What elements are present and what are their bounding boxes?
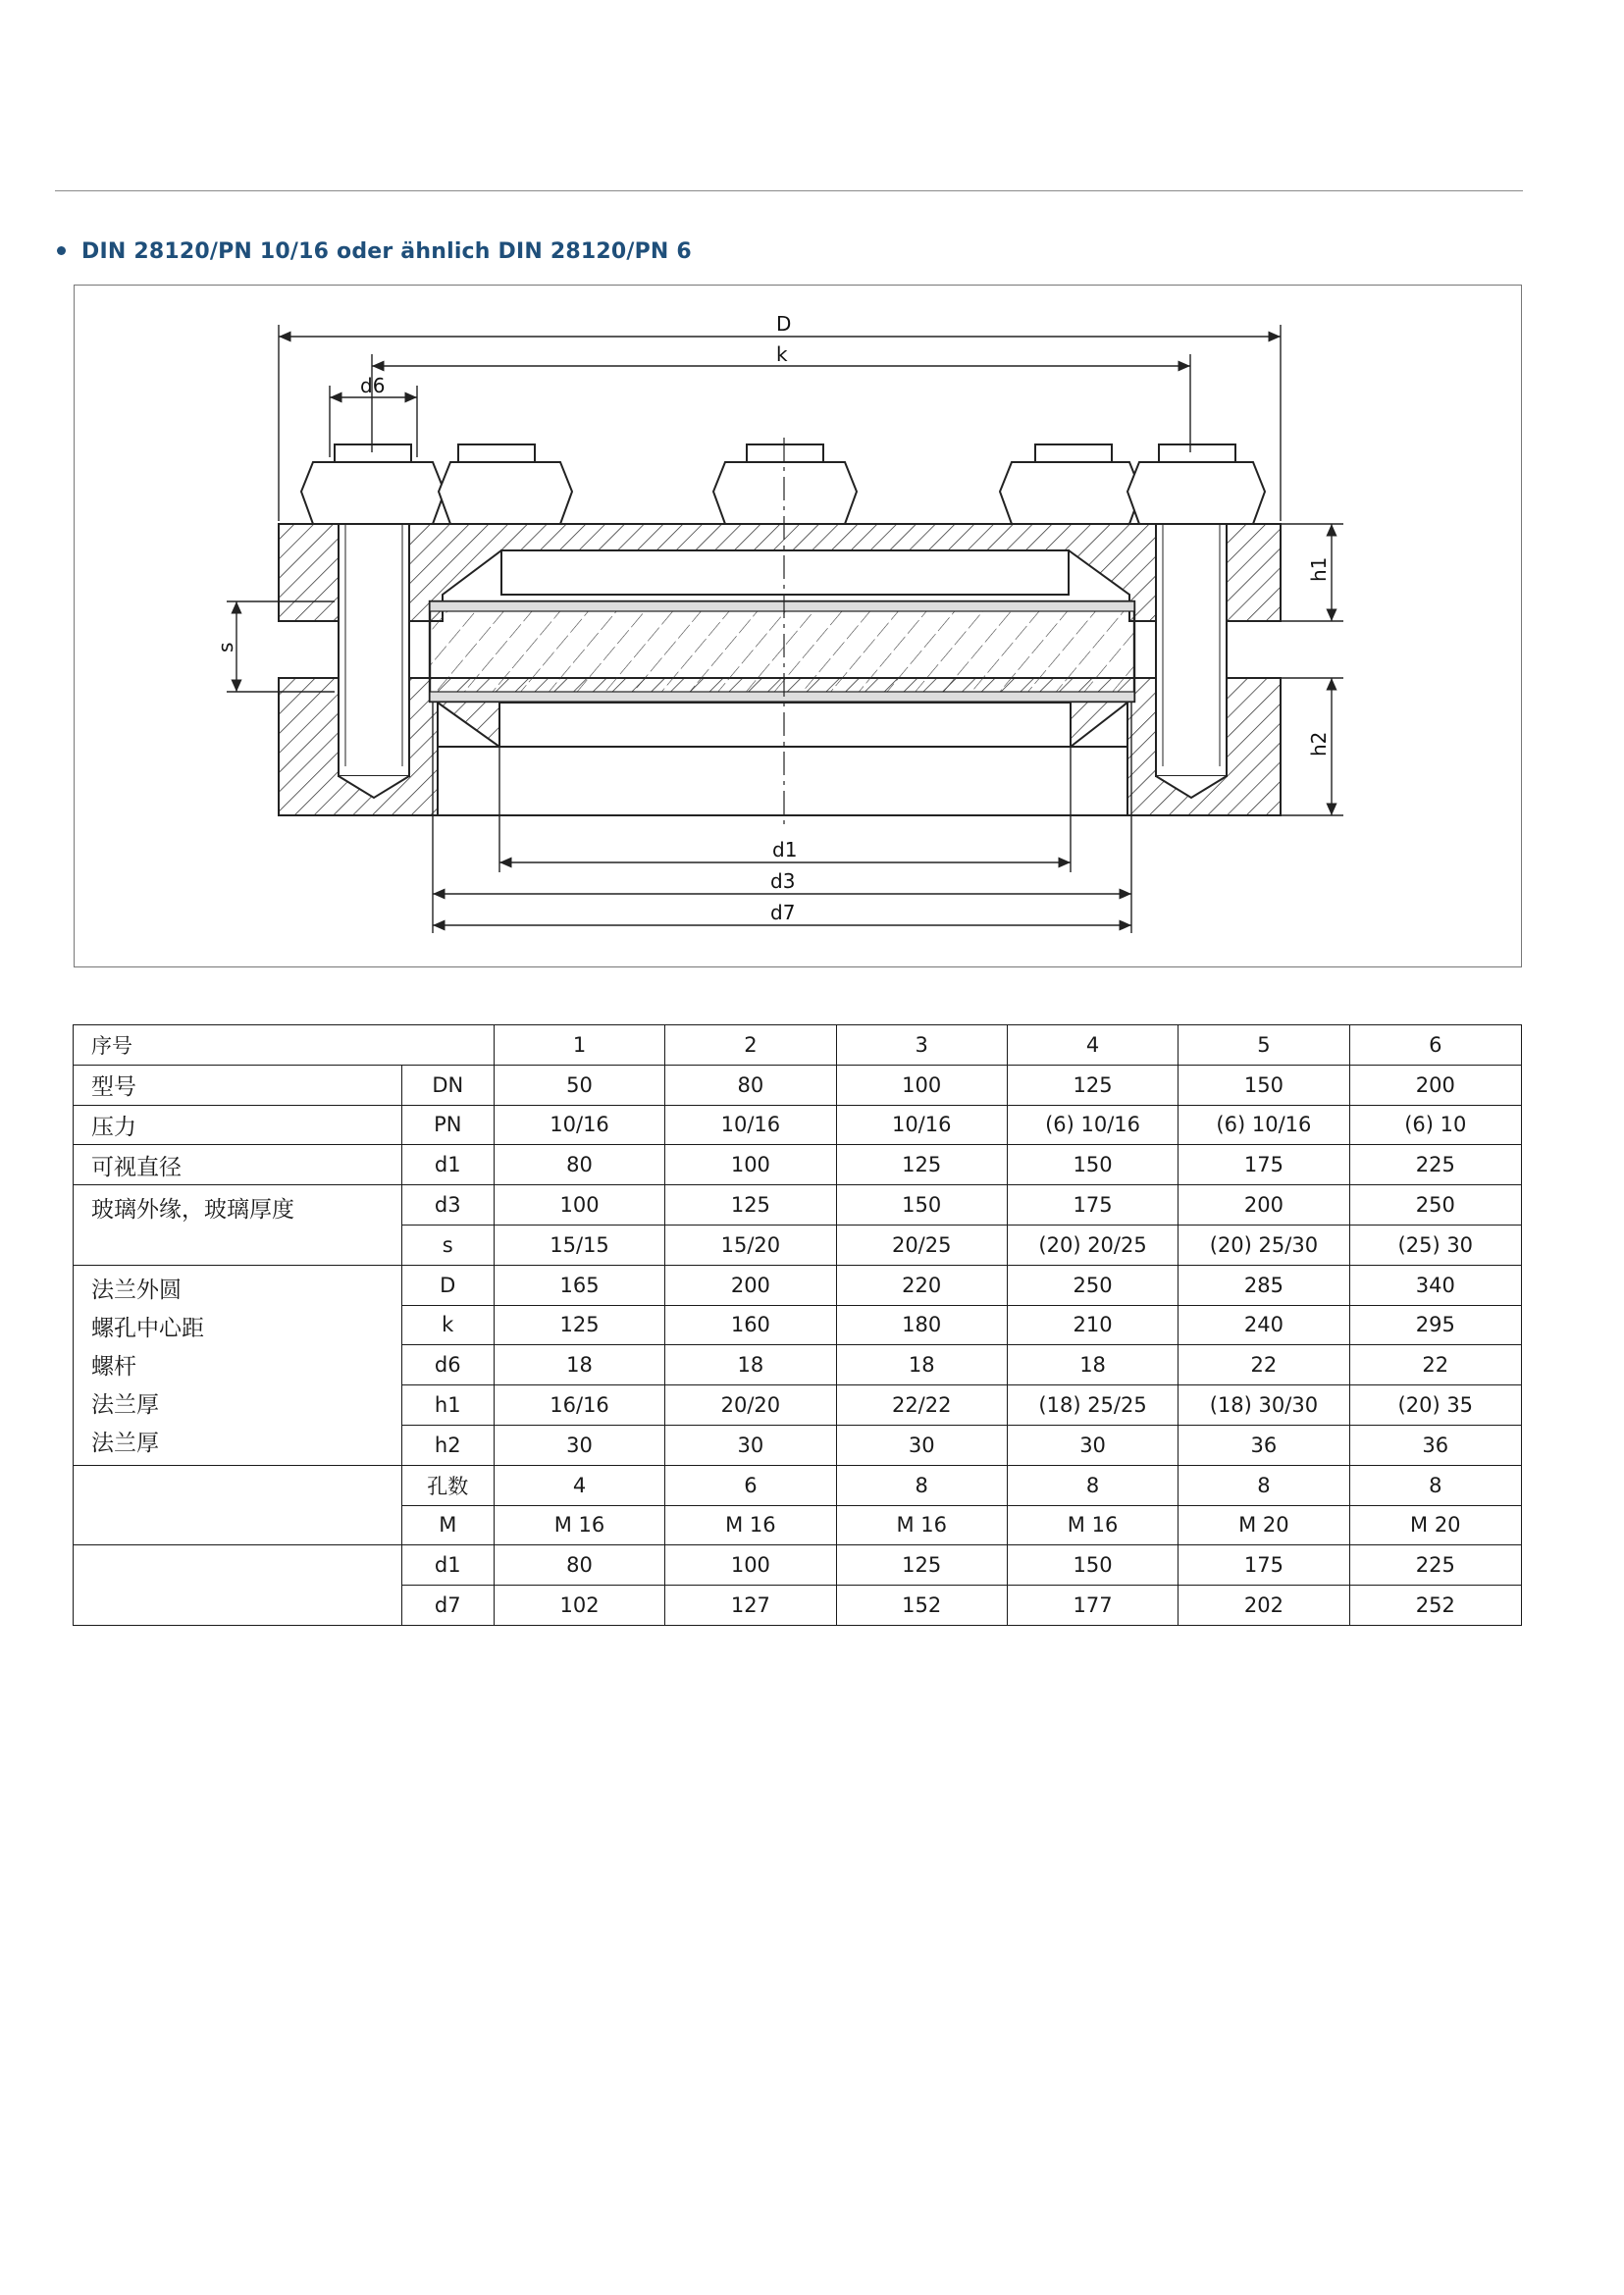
table-cell: M 16 — [494, 1505, 664, 1545]
table-cell: 340 — [1349, 1265, 1521, 1305]
nuts — [301, 444, 1265, 524]
table-cell: 250 — [1007, 1265, 1178, 1305]
table-row-name-line: 法兰厚 — [91, 1430, 159, 1456]
table-cell: 20/20 — [665, 1385, 836, 1426]
table-row — [74, 1545, 1522, 1586]
table-cell: 18 — [665, 1345, 836, 1385]
bullet-icon — [57, 246, 66, 255]
table-cell: 100 — [665, 1545, 836, 1586]
table-row — [74, 1465, 1522, 1505]
table-cell: 175 — [1007, 1185, 1178, 1226]
table-cell: (20) 25/30 — [1179, 1225, 1349, 1265]
table-cell: (6) 10/16 — [1007, 1105, 1178, 1145]
table-cell: 36 — [1349, 1425, 1521, 1465]
table-cell: 10/16 — [494, 1105, 664, 1145]
table-row-symbol: 孔数 — [401, 1465, 494, 1505]
table-cell: 240 — [1179, 1305, 1349, 1345]
table-cell: 252 — [1349, 1586, 1521, 1626]
table-cell: 150 — [1179, 1065, 1349, 1105]
table-cell: 8 — [1179, 1465, 1349, 1505]
table-cell: (18) 30/30 — [1179, 1385, 1349, 1426]
table-cell: 125 — [665, 1185, 836, 1226]
table-column-header: 5 — [1179, 1025, 1349, 1066]
table-cell: 127 — [665, 1586, 836, 1626]
table-cell: 36 — [1179, 1425, 1349, 1465]
table-cell: 20/25 — [836, 1225, 1007, 1265]
table-cell: 10/16 — [665, 1105, 836, 1145]
table-header-label: 序号 — [74, 1025, 495, 1066]
dim-label-h1: h1 — [1307, 556, 1331, 582]
table-cell: 220 — [836, 1265, 1007, 1305]
table-cell: 10/16 — [836, 1105, 1007, 1145]
table-cell: 200 — [1179, 1185, 1349, 1226]
dim-label-d1: d1 — [772, 838, 798, 861]
table-cell: 30 — [836, 1425, 1007, 1465]
dim-label-d3: d3 — [770, 869, 796, 893]
dim-label-d6: d6 — [360, 374, 386, 397]
table-cell: 180 — [836, 1305, 1007, 1345]
table-column-header: 6 — [1349, 1025, 1521, 1066]
table-cell: 175 — [1179, 1545, 1349, 1586]
table-cell: 150 — [836, 1185, 1007, 1226]
table-cell: 200 — [1349, 1065, 1521, 1105]
table-cell: 80 — [494, 1145, 664, 1185]
table-row-symbol: D — [401, 1265, 494, 1305]
table-row — [74, 1105, 1522, 1145]
table-row-symbol: PN — [401, 1105, 494, 1145]
table-row-name-line: 螺孔中心距 — [91, 1315, 204, 1341]
table-cell: 80 — [494, 1545, 664, 1586]
table-cell: (18) 25/25 — [1007, 1385, 1178, 1426]
table-cell: (25) 30 — [1349, 1225, 1521, 1265]
table-cell: (20) 35 — [1349, 1385, 1521, 1426]
table-cell: 22 — [1179, 1345, 1349, 1385]
table-cell: 285 — [1179, 1265, 1349, 1305]
table-cell: 6 — [665, 1465, 836, 1505]
table-row-name-line: 法兰厚 — [91, 1391, 159, 1418]
table-cell: 175 — [1179, 1145, 1349, 1185]
table-row-symbol: DN — [401, 1065, 494, 1105]
table-row-symbol: d1 — [401, 1145, 494, 1185]
table-cell: 102 — [494, 1586, 664, 1626]
table-cell: 160 — [665, 1305, 836, 1345]
dim-label-s: s — [214, 642, 237, 652]
table-column-header: 2 — [665, 1025, 836, 1066]
specification-table — [73, 1024, 1522, 1626]
table-row-name — [74, 1265, 402, 1465]
table-row-symbol: d3 — [401, 1185, 494, 1226]
table-row-name — [74, 1545, 402, 1626]
table-column-header: 4 — [1007, 1025, 1178, 1066]
glass-disc — [430, 601, 1134, 702]
section-heading — [57, 239, 692, 264]
table-row-symbol: h2 — [401, 1425, 494, 1465]
table-cell: 150 — [1007, 1545, 1178, 1586]
table-row — [74, 1265, 1522, 1305]
table-row-symbol: d1 — [401, 1545, 494, 1586]
table-cell: 177 — [1007, 1586, 1178, 1626]
table-row-name: 可视直径 — [74, 1145, 402, 1185]
table-cell: 50 — [494, 1065, 664, 1105]
table-cell: 22 — [1349, 1345, 1521, 1385]
table-cell: 30 — [665, 1425, 836, 1465]
table-cell: M 20 — [1349, 1505, 1521, 1545]
table-row-symbol: d7 — [401, 1586, 494, 1626]
table-cell: (6) 10/16 — [1179, 1105, 1349, 1145]
table-row — [74, 1145, 1522, 1185]
table-cell: M 20 — [1179, 1505, 1349, 1545]
table-cell: 80 — [665, 1065, 836, 1105]
table-cell: M 16 — [1007, 1505, 1178, 1545]
drawing-frame — [74, 285, 1522, 967]
table-header-row — [74, 1025, 1522, 1066]
top-rule — [55, 190, 1523, 191]
table-row-name-line: 螺杆 — [91, 1353, 136, 1380]
table-cell: 100 — [665, 1145, 836, 1185]
table-cell: 202 — [1179, 1586, 1349, 1626]
section-heading-text: DIN 28120/PN 10/16 oder ähnlich DIN 28120/PN 6 — [81, 239, 692, 264]
sight-glass-drawing — [75, 286, 1523, 968]
table-cell: 8 — [1349, 1465, 1521, 1505]
table-column-header: 1 — [494, 1025, 664, 1066]
dim-label-d7: d7 — [770, 901, 796, 924]
table-cell: 8 — [1007, 1465, 1178, 1505]
table-cell: 150 — [1007, 1145, 1178, 1185]
dim-label-k: k — [776, 342, 788, 366]
table-cell: 200 — [665, 1265, 836, 1305]
table-cell: 15/20 — [665, 1225, 836, 1265]
table-cell: 295 — [1349, 1305, 1521, 1345]
table-cell: M 16 — [665, 1505, 836, 1545]
table-cell: 225 — [1349, 1545, 1521, 1586]
table-cell: 225 — [1349, 1145, 1521, 1185]
table-row-name: 型号 — [74, 1065, 402, 1105]
table-cell: (6) 10 — [1349, 1105, 1521, 1145]
table-cell: 125 — [836, 1545, 1007, 1586]
table-row-name — [74, 1465, 402, 1545]
table-row-symbol: M — [401, 1505, 494, 1545]
table-column-header: 3 — [836, 1025, 1007, 1066]
table-row-name: 压力 — [74, 1105, 402, 1145]
table-cell: 125 — [836, 1145, 1007, 1185]
table-row-symbol: s — [401, 1225, 494, 1265]
table-row-symbol: h1 — [401, 1385, 494, 1426]
table-cell: M 16 — [836, 1505, 1007, 1545]
table-cell: 250 — [1349, 1185, 1521, 1226]
dim-label-h2: h2 — [1307, 731, 1331, 756]
table-row — [74, 1065, 1522, 1105]
table-cell: 22/22 — [836, 1385, 1007, 1426]
table-cell: 125 — [494, 1305, 664, 1345]
table-row-symbol: d6 — [401, 1345, 494, 1385]
table-cell: 152 — [836, 1586, 1007, 1626]
table-cell: 210 — [1007, 1305, 1178, 1345]
table-row-name-line: 玻璃外缘，玻璃厚度 — [91, 1197, 294, 1224]
table-cell: 125 — [1007, 1065, 1178, 1105]
table-cell: 4 — [494, 1465, 664, 1505]
table-row-symbol: k — [401, 1305, 494, 1345]
table-cell: 100 — [836, 1065, 1007, 1105]
table-cell: 100 — [494, 1185, 664, 1226]
table-cell: 18 — [494, 1345, 664, 1385]
table-cell: 16/16 — [494, 1385, 664, 1426]
table-cell: 15/15 — [494, 1225, 664, 1265]
table-cell: 165 — [494, 1265, 664, 1305]
table-cell: 8 — [836, 1465, 1007, 1505]
table-cell: 30 — [1007, 1425, 1178, 1465]
table-row — [74, 1185, 1522, 1226]
table-row-name-line: 法兰外圆 — [91, 1277, 182, 1303]
dim-label-D: D — [776, 312, 792, 336]
table-row-name — [74, 1185, 402, 1266]
table-cell: (20) 20/25 — [1007, 1225, 1178, 1265]
table-cell: 18 — [836, 1345, 1007, 1385]
table-cell: 18 — [1007, 1345, 1178, 1385]
table-cell: 30 — [494, 1425, 664, 1465]
